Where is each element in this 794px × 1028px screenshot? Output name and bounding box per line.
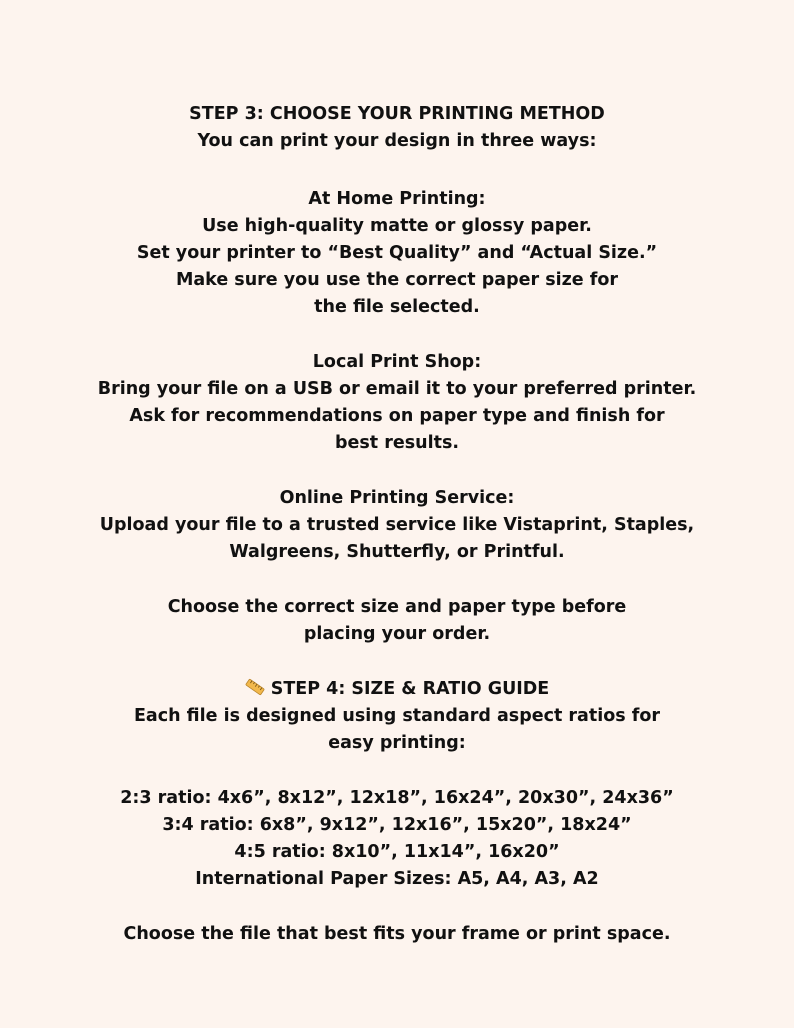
step4-intro-line-1: Each file is designed using standard aspect ratios for [133,706,661,726]
closing-note: Choose the file that best fits your frame or print space. [123,924,671,944]
ratio-3-4: 3:4 ratio: 6x8”, 9x12”, 12x16”, 15x20”, 18x24” [162,815,632,835]
at-home-line-1: Use high-quality matte or glossy paper. [202,216,592,236]
local-shop-heading: Local Print Shop: [312,352,482,372]
local-shop-line-1: Bring your file on a USB or email it to your preferred printer. [97,379,697,399]
local-shop-line-2: Ask for recommendations on paper type and finish for [129,406,665,426]
at-home-heading: At Home Printing: [308,189,486,209]
local-shop-line-3: best results. [334,433,460,453]
ruler-icon [245,677,265,697]
at-home-line-3: Make sure you use the correct paper size for [175,270,619,290]
choose-note-line-2: placing your order. [303,624,491,644]
ratio-4-5: 4:5 ratio: 8x10”, 11x14”, 16x20” [234,842,560,862]
ratio-2-3: 2:3 ratio: 4x6”, 8x12”, 12x18”, 16x24”, 20x30”, 24x36” [120,788,674,808]
online-heading: Online Printing Service: [279,488,515,508]
online-line-2: Walgreens, Shutterfly, or Printful. [229,542,565,562]
step3-intro: You can print your design in three ways: [197,131,597,151]
step4-heading-row [0,676,794,703]
international-sizes: International Paper Sizes: A5, A4, A3, A2 [195,869,599,889]
at-home-line-4: the file selected. [314,297,480,317]
step3-heading: STEP 3: CHOOSE YOUR PRINTING METHOD [189,104,605,124]
step4-heading: STEP 4: SIZE & RATIO GUIDE [270,679,550,699]
online-line-1: Upload your file to a trusted service like Vistaprint, Staples, [99,515,695,535]
step4-intro-line-2: easy printing: [328,733,466,753]
at-home-line-2: Set your printer to “Best Quality” and “Actual Size.” [136,243,658,263]
choose-note-line-1: Choose the correct size and paper type before [167,597,627,617]
